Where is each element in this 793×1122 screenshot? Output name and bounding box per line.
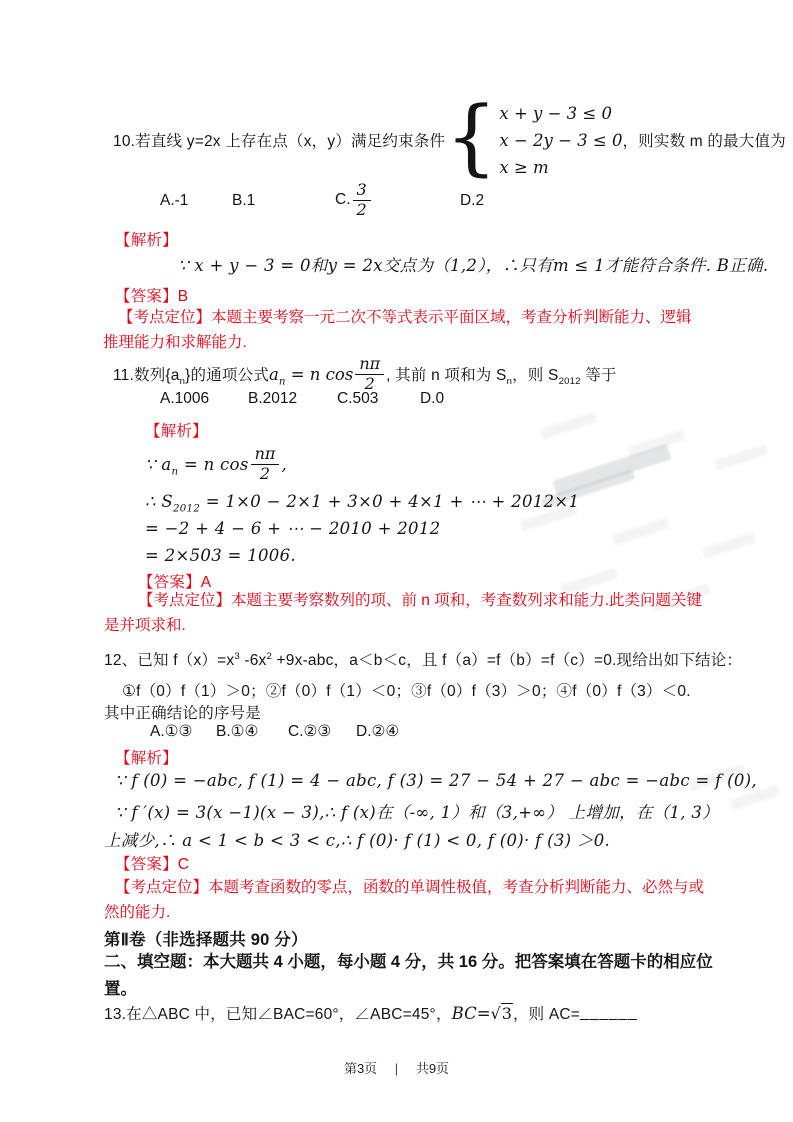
footer-divider: | <box>394 1061 399 1076</box>
q10-stem-pre: 10.若直线 y=2x 上存在点（x，y）满足约束条件 <box>113 133 446 150</box>
q12-option-a: A.①③ <box>150 723 193 740</box>
section2-title: 第Ⅱ卷（非选择题共 90 分） <box>104 931 308 949</box>
q13-answer-blank: ______ <box>580 1004 638 1021</box>
q11-sol1-a <box>145 454 249 477</box>
section2-intro: 二、填空题：本大题共 4 小题，每小题 4 分，共 16 分。把答案填在答题卡的相应位置。 <box>104 953 713 998</box>
q11-sol1-text: ∵ a <box>145 454 172 474</box>
q12-solution-line1: ∵ f (0) = −abc, f (1) = 4 − abc, f (3) = 27 − 54 + 27 − abc = −abc = f (0), <box>115 771 757 790</box>
q10-option-c <box>335 182 373 219</box>
q11-sol1-text2: = n cos <box>178 454 249 474</box>
q10-option-b: B.1 <box>232 192 256 209</box>
q12-stem-text2: -6x <box>239 652 267 669</box>
q11-sol2-text: ∴ S <box>145 492 173 511</box>
q11-stem-part2 <box>386 363 617 388</box>
q11-formula-fraction <box>355 353 384 393</box>
q11-analysis-label: 【解析】 <box>145 423 208 440</box>
q10-solution: ∵ x + y − 3 = 0和y = 2x交点为（1,2），∴只有m ≤ 1才能符合条件. B正确. <box>178 256 769 275</box>
q12-option-d: D.②④ <box>356 723 400 740</box>
q11-sol1-sub: n <box>171 465 179 477</box>
q12-analysis-label: 【解析】 <box>115 750 178 767</box>
q10-constraint-3: x ≥ m <box>499 157 549 177</box>
q10-stem-post: ，则实数 m 的最大值为 <box>622 133 786 150</box>
q11-solution-line3: = −2 + 4 − 6 + ⋯ − 2010 + 2012 <box>145 519 441 538</box>
q11-stem-sub3: 2012 <box>558 376 581 388</box>
sqrt-radicand: 3 <box>501 1004 512 1023</box>
q10-answer: 【答案】B <box>115 288 189 305</box>
q11-solution-line4: = 2×503 = 1006. <box>145 546 296 565</box>
q11-formula-a: a <box>269 364 279 384</box>
q10-constraint-2: x − 2y − 3 ≤ 0 <box>499 130 623 150</box>
q12-solution-line3: 上减少,∴ a < 1 < b < 3 < c,∴ f (0)· f (1) < 0, f (0)· f (3) ＞0. <box>104 831 611 850</box>
q11-stem-text3: , 其前 n 项和为 S <box>386 367 507 384</box>
watermark <box>714 444 769 471</box>
q13-bc-term: BC= <box>451 1003 491 1023</box>
q12-option-c: C.②③ <box>288 723 332 740</box>
q12-stem <box>104 648 742 670</box>
footer-total-pages: 共9页 <box>415 1061 450 1076</box>
q12-solution-line2: ∵ f ′(x) = 3(x −1)(x − 3),∴ f (x)在（-∞, 1）和（3,+∞） 上增加，在（1, 3） <box>115 803 719 822</box>
q10-stem-row <box>113 90 786 185</box>
q11-sol2-text2: = 1×0 − 2×1 + 3×0 + 4×1 + ⋯ + 2012×1 <box>200 492 580 511</box>
q12-exponent-3: 3 <box>234 650 240 662</box>
q12-option-b: B.①④ <box>216 723 259 740</box>
left-brace-symbol: { <box>445 90 498 185</box>
q11-stem-sub2: n <box>506 376 513 388</box>
sqrt-symbol: √ <box>490 1003 501 1023</box>
fraction-numerator: nπ <box>355 356 384 375</box>
q11-option-a: A.1006 <box>160 390 210 407</box>
q10-option-c-fraction <box>353 182 371 219</box>
q11-keypoint: 【考点定位】本题主要考察数列的项、前 n 项和，考查数列求和能力.此类问题关键是并项求和. <box>104 592 703 634</box>
q10-analysis-label: 【解析】 <box>115 232 178 249</box>
q10-option-c-label: C. <box>335 191 351 209</box>
page-footer <box>0 1058 793 1077</box>
q11-formula-sub: n <box>278 375 286 387</box>
q11-option-b: B.2012 <box>248 390 298 407</box>
q11-answer: 【答案】A <box>138 574 212 591</box>
q11-stem-text2: }的通项公式 <box>185 367 270 384</box>
q11-formula-eq: = n cos <box>285 364 354 384</box>
fraction-denominator: 2 <box>259 463 271 483</box>
q12-conclusions: ①f（0）f（1）＞0；②f（0）f（1）＜0；③f（0）f（3）＞0；④f（0）f（3）＜0. <box>122 683 691 700</box>
q10-option-d: D.2 <box>460 192 485 209</box>
fraction-denominator: 2 <box>364 373 375 393</box>
q11-stem-text4: ，则 S <box>512 367 559 384</box>
q11-option-d: D.0 <box>420 390 445 407</box>
fraction-denominator: 2 <box>356 199 367 219</box>
q12-prompt: 其中正确结论的序号是 <box>104 705 262 722</box>
q12-answer: 【答案】C <box>115 856 190 873</box>
q12-stem-text: 12、已知 f（x）=x <box>104 652 235 669</box>
fraction-numerator: nπ <box>251 446 280 465</box>
q11-option-c: C.503 <box>337 390 379 407</box>
fraction-numerator: 3 <box>353 182 371 201</box>
q13-stem-post: ，则 AC= <box>512 1006 581 1023</box>
q11-sol1-fraction <box>251 443 280 483</box>
footer-page-number: 第3页 <box>343 1061 378 1076</box>
watermark <box>540 411 599 439</box>
q11-stem-part1 <box>113 363 270 388</box>
watermark <box>612 517 671 545</box>
q10-keypoint: 【考点定位】本题主要考察一元二次不等式表示平面区域，考查分析判断能力、逻辑推理能力和求解能力. <box>103 309 692 351</box>
q10-constraint-system <box>499 101 622 180</box>
q12-exponent-2: 2 <box>266 650 273 662</box>
q13-stem-pre: 13.在△ABC 中，已知∠BAC=60°，∠ABC=45°， <box>104 1006 452 1023</box>
q11-sol2-sub: 2012 <box>172 503 201 515</box>
q12-keypoint: 【考点定位】本题考查函数的零点，函数的单调性极值，考查分析判断能力、必然与或然的能力. <box>104 879 705 921</box>
q11-solution-line2 <box>145 492 580 515</box>
q10-option-a: A.-1 <box>160 192 189 209</box>
q11-stem-sub: n <box>179 376 186 388</box>
watermark <box>702 532 757 559</box>
q11-sol1-comma: , <box>281 454 287 474</box>
q13-stem-row <box>104 1000 638 1026</box>
q11-solution-line1 <box>145 442 287 486</box>
q12-stem-text3: +9x-abc，a＜b＜c，且 f（a）=f（b）=f（c）=0.现给出如下结论： <box>272 652 743 669</box>
q11-formula <box>269 364 354 387</box>
q11-stem-text: 11.数列{a <box>113 367 180 384</box>
q10-constraint-1: x + y − 3 ≤ 0 <box>499 103 612 123</box>
q11-stem-text5: 等于 <box>580 367 617 384</box>
